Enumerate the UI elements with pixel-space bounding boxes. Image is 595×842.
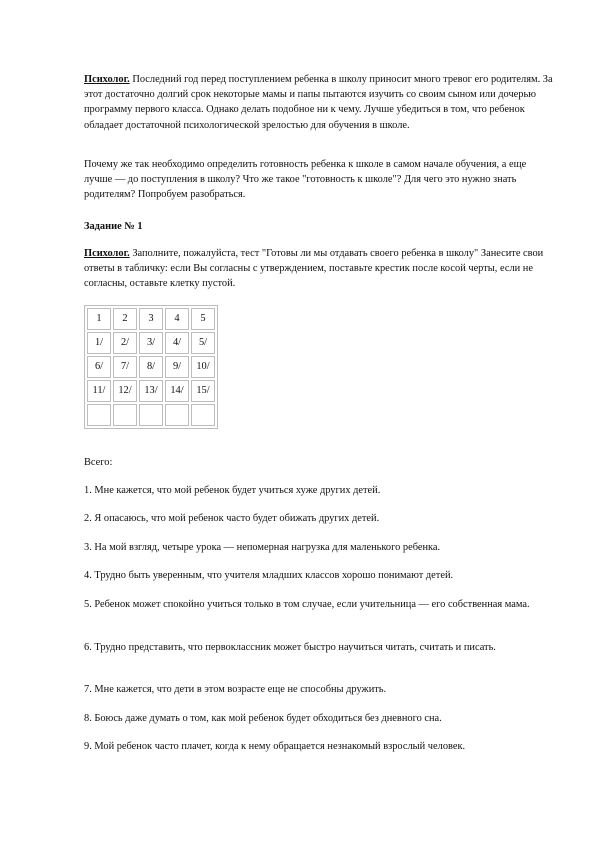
table-row (87, 308, 215, 330)
table-cell: 3 (139, 308, 163, 330)
table-cell (113, 404, 137, 426)
intro-speaker-label: Психолог. (84, 74, 130, 85)
table-cell: 6/ (87, 356, 111, 378)
table-cell (191, 404, 215, 426)
answer-table (84, 305, 218, 429)
statement-item: 5. Ребенок может спокойно учиться только в том случае, если учительница — его собственная мама. (84, 599, 530, 610)
statement-item: 7. Мне кажется, что дети в этом возрасте еще не способны дружить. (84, 684, 387, 695)
table-cell: 5/ (191, 332, 215, 354)
statement-item: 9. Мой ребенок часто плачет, когда к нему обращается незнакомый взрослый человек. (84, 741, 466, 752)
table-cell: 14/ (165, 380, 189, 402)
table-cell: 9/ (165, 356, 189, 378)
table-cell: 4/ (165, 332, 189, 354)
statement-item: 1. Мне кажется, что мой ребенок будет учиться хуже других детей. (84, 485, 381, 496)
table-cell: 1/ (87, 332, 111, 354)
table-cell: 2 (113, 308, 137, 330)
table-row (87, 380, 215, 402)
table-cell: 1 (87, 308, 111, 330)
table-row (87, 356, 215, 378)
statement-item: 8. Боюсь даже думать о том, как мой ребенок будет обходиться без дневного сна. (84, 713, 442, 724)
table-cell (165, 404, 189, 426)
table-cell: 3/ (139, 332, 163, 354)
question-paragraph: Почему же так необходимо определить готовность ребенка к школе в самом начале обучения, а еще лучше — до поступления в школу? Что же такое "готовность к школе"? Для чего это нужно знать родителям? Попробуем разобраться. (84, 159, 527, 201)
instruction-speaker-label: Психолог. (84, 248, 130, 259)
instruction-paragraph (84, 246, 554, 292)
table-cell: 7/ (113, 356, 137, 378)
table-cell: 13/ (139, 380, 163, 402)
table-cell: 10/ (191, 356, 215, 378)
table-cell: 2/ (113, 332, 137, 354)
table-cell: 12/ (113, 380, 137, 402)
table-cell (87, 404, 111, 426)
task-heading: Задание № 1 (84, 221, 143, 232)
table-cell (139, 404, 163, 426)
table-cell: 4 (165, 308, 189, 330)
table-cell: 15/ (191, 380, 215, 402)
intro-text: Последний год перед поступлением ребенка в школу приносит много тревог его родителям. За этот достаточно долгий срок некоторые мамы и папы пытаются изучить со своим сыном или дочерью программу первого класса. Однако делать подобное ни к чему. Лучше убедиться в том, что ребенок обладает достаточной психологической зрелостью для обучения в школе. (84, 74, 553, 131)
table-cell: 5 (191, 308, 215, 330)
table-row (87, 332, 215, 354)
table-row (87, 404, 215, 426)
statement-item: 3. На мой взгляд, четыре урока — непомерная нагрузка для маленького ребенка. (84, 542, 441, 553)
statement-item: 6. Трудно представить, что первоклассник может быстро научиться читать, считать и писать. (84, 642, 496, 653)
statement-item: 2. Я опасаюсь, что мой ребенок часто будет обижать других детей. (84, 513, 380, 524)
table-cell: 11/ (87, 380, 111, 402)
total-label: Всего: (84, 457, 113, 468)
intro-paragraph (84, 72, 554, 133)
table-cell: 8/ (139, 356, 163, 378)
statement-item: 4. Трудно быть уверенным, что учителя младших классов хорошо понимают детей. (84, 570, 454, 581)
instruction-text: Заполните, пожалуйста, тест "Готовы ли мы отдавать своего ребенка в школу" Занесите свои ответы в табличку: если Вы согласны с утверждением, поставьте крестик после косой черты, если не согласны, оставьте клетку пустой. (84, 248, 544, 290)
